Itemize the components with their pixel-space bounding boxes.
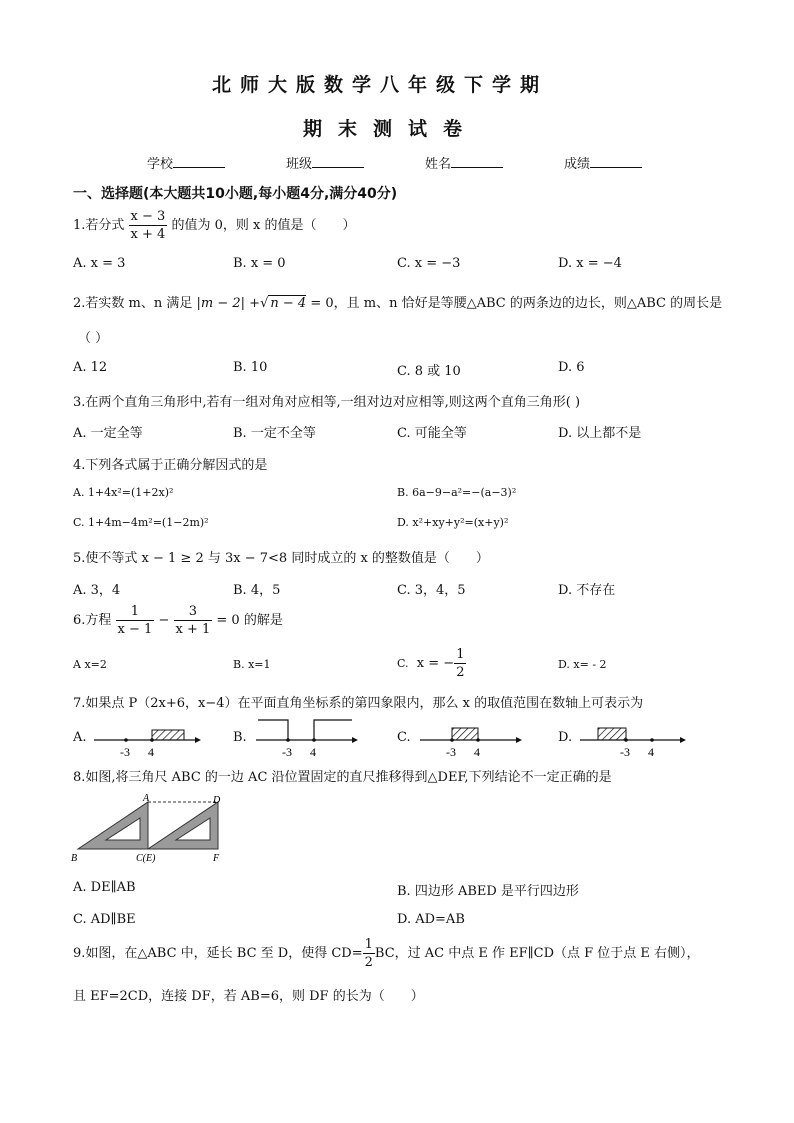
option-c: C. x = −3	[397, 256, 461, 271]
question-text: 的值为 0，则 x 的值是（ ）	[171, 218, 356, 233]
option-b: B. 一定不全等	[233, 426, 316, 441]
math-expr: = 0	[310, 296, 334, 311]
section-title: 一、选择题(本大题共10小题,每小题4分,满分40分)	[73, 186, 398, 202]
fraction: $\frac{x - 3}{x + 4}$	[130, 209, 166, 242]
option-b: B. 6a−9−a²=−(a−3)²	[397, 486, 517, 499]
option-a: A. DE∥AB	[73, 880, 136, 895]
fraction: $\frac{1}{2}$	[456, 647, 465, 680]
option-a: A x=2	[73, 658, 107, 671]
fill-line	[590, 154, 642, 168]
question-text: 1.若分式	[73, 218, 125, 233]
option-c: C. 3，4，5	[397, 583, 466, 598]
figure-label: F	[213, 853, 220, 864]
number-line-d	[576, 716, 691, 760]
field-school	[147, 153, 225, 172]
option-c: C. AD∥BE	[73, 912, 136, 927]
question-5: 5.使不等式 x − 1 ≥ 2 与 3x − 7<8 同时成立的 x 的整数值是（ ）	[73, 551, 489, 566]
question-text: = 0 的解是	[216, 613, 283, 628]
question-2-cont: （ ）	[78, 331, 109, 346]
option-b: B.	[233, 730, 247, 745]
option-d: D. 以上都不是	[558, 426, 642, 441]
question-4: 4.下列各式属于正确分解因式的是	[73, 458, 268, 473]
field-label: 班级	[286, 157, 313, 172]
fill-line	[312, 154, 364, 168]
figure-label: A	[143, 794, 150, 804]
option-a: A. 1+4x²=(1+2x)²	[73, 486, 174, 499]
option-d: D. 6	[558, 360, 585, 375]
question-8: 8.如图,将三角尺 ABC 的一边 AC 沿位置固定的直尺推移得到△DEF,下列结论不一定正确的是	[73, 770, 612, 785]
option-d: D. 不存在	[558, 583, 616, 598]
option-a: A. 一定全等	[73, 426, 143, 441]
option-d: D.	[558, 730, 573, 745]
question-6	[73, 603, 283, 638]
tick-label: 4	[148, 745, 154, 759]
question-9	[73, 936, 700, 971]
math-op: −	[158, 613, 170, 628]
field-name	[425, 153, 503, 172]
field-label: 姓名	[425, 157, 452, 172]
option-c: C. 可能全等	[397, 426, 467, 441]
exam-title: 北师大版数学八年级下学期	[212, 74, 549, 96]
exam-subtitle: 期末测试卷	[303, 118, 479, 140]
question-3: 3.在两个直角三角形中,若有一组对角对应相等,一组对边对应相等,则这两个直角三角形( )	[73, 395, 581, 410]
question-text: 2.若实数 m、n 满足	[73, 296, 193, 311]
number-line-a	[90, 720, 205, 760]
triangle-figure	[70, 794, 235, 866]
option-b: B. x = 0	[233, 256, 286, 271]
question-text: 6.方程	[73, 613, 112, 628]
option-c: C. 1+4m−4m²=(1−2m)²	[73, 516, 209, 529]
math-sqrt: n − 4	[270, 296, 307, 311]
tick-label: -3	[282, 745, 292, 759]
question-1	[73, 208, 355, 243]
option-a: A.	[73, 730, 87, 745]
option-a: A. 3，4	[73, 583, 121, 598]
tick-label: -3	[446, 745, 456, 759]
question-text: BC，过 AC 中点 E 作 EF∥CD（点 F 位于点 E 右侧），	[374, 946, 700, 961]
figure-label: D	[213, 795, 221, 806]
option-d: D. x²+xy+y²=(x+y)²	[397, 516, 509, 529]
field-score	[564, 153, 642, 172]
question-7: 7.如果点 P（2x+6，x−4）在平面直角坐标系的第四象限内，那么 x 的取值范围在数轴上可表示为	[73, 696, 644, 711]
tick-label: 4	[474, 745, 480, 759]
number-line-b	[252, 716, 364, 760]
figure-label: B	[71, 853, 78, 864]
fill-line	[451, 154, 503, 168]
fraction: $\frac{3}{x + 1}$	[175, 604, 211, 637]
question-9-line2: 且 EF=2CD，连接 DF，若 AB=6，则 DF 的长为（ ）	[73, 989, 424, 1004]
fraction: $\frac{1}{2}$	[364, 937, 373, 970]
option-b: B. 4，5	[233, 583, 281, 598]
option-d: D. AD=AB	[397, 912, 465, 927]
option-a: A. 12	[73, 360, 108, 375]
option-b: B. x=1	[233, 658, 271, 671]
fraction: $\frac{1}{x - 1}$	[117, 604, 153, 637]
field-label: 成绩	[564, 157, 591, 172]
question-text: 9.如图，在△ABC 中，延长 BC 至 D，使得 CD=	[73, 946, 363, 961]
option-c: C. 8 或 10	[397, 364, 461, 379]
option-b: B. 四边形 ABED 是平行四边形	[397, 884, 579, 899]
fill-line	[173, 154, 225, 168]
option-d: D. x= - 2	[558, 658, 607, 671]
tick-label: -3	[120, 745, 130, 759]
option-c: C. x = − $\frac{1}{2}$	[397, 647, 465, 680]
number-line-c	[416, 716, 528, 760]
option-b: B. 10	[233, 360, 268, 375]
figure-label: C(E)	[136, 853, 156, 864]
question-text: ，且 m、n 恰好是等腰△ABC 的两条边的边长，则△ABC 的周长是	[333, 296, 723, 311]
field-class	[286, 153, 364, 172]
tick-label: -3	[620, 745, 630, 759]
field-label: 学校	[147, 157, 174, 172]
option-a: A. x = 3	[73, 256, 126, 271]
question-2: 2.若实数 m、n 满足 |m − 2| +√ n − 4 = 0，且 m、n 恰好是等腰△ABC 的两条边的边长，则△ABC 的周长是	[73, 296, 723, 311]
option-c: C.	[397, 730, 411, 745]
math-expr: |m − 2| +	[196, 296, 261, 311]
tick-label: 4	[648, 745, 654, 759]
tick-label: 4	[310, 745, 316, 759]
option-d: D. x = −4	[558, 256, 622, 271]
